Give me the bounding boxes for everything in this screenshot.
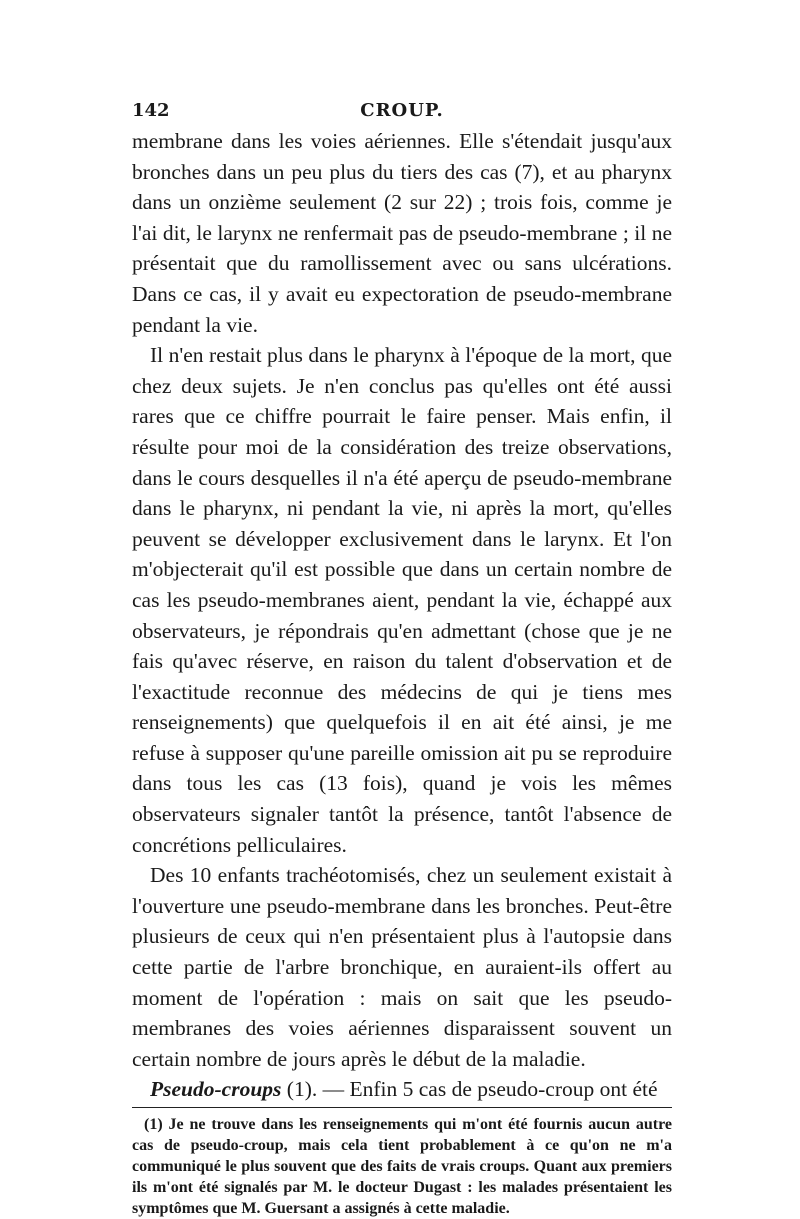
footnote-rule xyxy=(132,1107,672,1108)
page-number: 142 xyxy=(132,100,170,121)
paragraph-2: Il n'en restait plus dans le pharynx à l'époque de la mort, que chez deux sujets. Je n'en conclus pas qu'elles ont été aussi rares que ce chiffre pourrait le faire penser. Mais enfin, il résulte pour moi de la considération des treize observations, dans le cours desquelles il n'a été aperçu de pseudo-membrane dans le pharynx, ni pendant la vie, ni après la mort, qu'elles peuvent se développer exclusivement dans le larynx. Et l'on m'objecterait qu'il est possible que dans un certain nombre de cas les pseudo-membranes aient, pendant la vie, échappé aux observateurs, je répondrais qu'en admettant (chose que je ne fais qu'avec réserve, en raison du talent d'observation et de l'exactitude reconnue des médecins de qui je tiens mes renseignements) que quelquefois il en ait été ainsi, je me refuse à supposer qu'une pareille omission ait pu se reproduire dans tous les cas (13 fois), quand je vois les mêmes observateurs signaler tantôt la présence, tantôt l'absence de concrétions pelliculaires. xyxy=(132,343,672,857)
paragraph-1: membrane dans les voies aériennes. Elle s'étendait jusqu'aux bronches dans un peu plus du tiers des cas (7), et au pharynx dans un onzième seulement (2 sur 22) ; trois fois, comme je l'ai dit, le larynx ne renfermait pas de pseudo-membrane ; il ne présentait que du ramollissement avec ou sans ulcérations. Dans ce cas, il y avait eu expectoration de pseudo-membrane pendant la vie. xyxy=(132,129,672,337)
section-heading-pseudo-croups: Pseudo-croups xyxy=(150,1077,282,1102)
paragraph-4-text: (1). — Enfin 5 cas de pseudo-croup ont été xyxy=(281,1077,658,1102)
paragraph-4 xyxy=(132,1074,672,1105)
running-title: CROUP. xyxy=(360,100,444,121)
body-text xyxy=(132,126,672,1105)
paragraph-3: Des 10 enfants trachéotomisés, chez un seulement existait à l'ouverture une pseudo-membrane dans les bronches. Peut-être plusieurs de ceux qui n'en présentaient plus à l'autopsie dans cette partie de l'arbre bronchique, en auraient-ils offert au moment de l'opération : mais on sait que les pseudo-membranes des voies aériennes disparaissent souvent un certain nombre de jours après le début de la maladie. xyxy=(132,863,672,1071)
footnote: (1) Je ne trouve dans les renseignements qui m'ont été fournis aucun autre cas de pseudo-croup, mais cela tient probablement à ce qu'on ne m'a communiqué le plus souvent que des faits de vrais croups. Quant aux premiers ils m'ont été signalés par M. le docteur Dugast : les malades présentaient les symptômes que M. Guersant a assignés à cette maladie. xyxy=(132,1116,672,1217)
book-page xyxy=(132,96,672,1219)
running-head xyxy=(132,96,672,126)
